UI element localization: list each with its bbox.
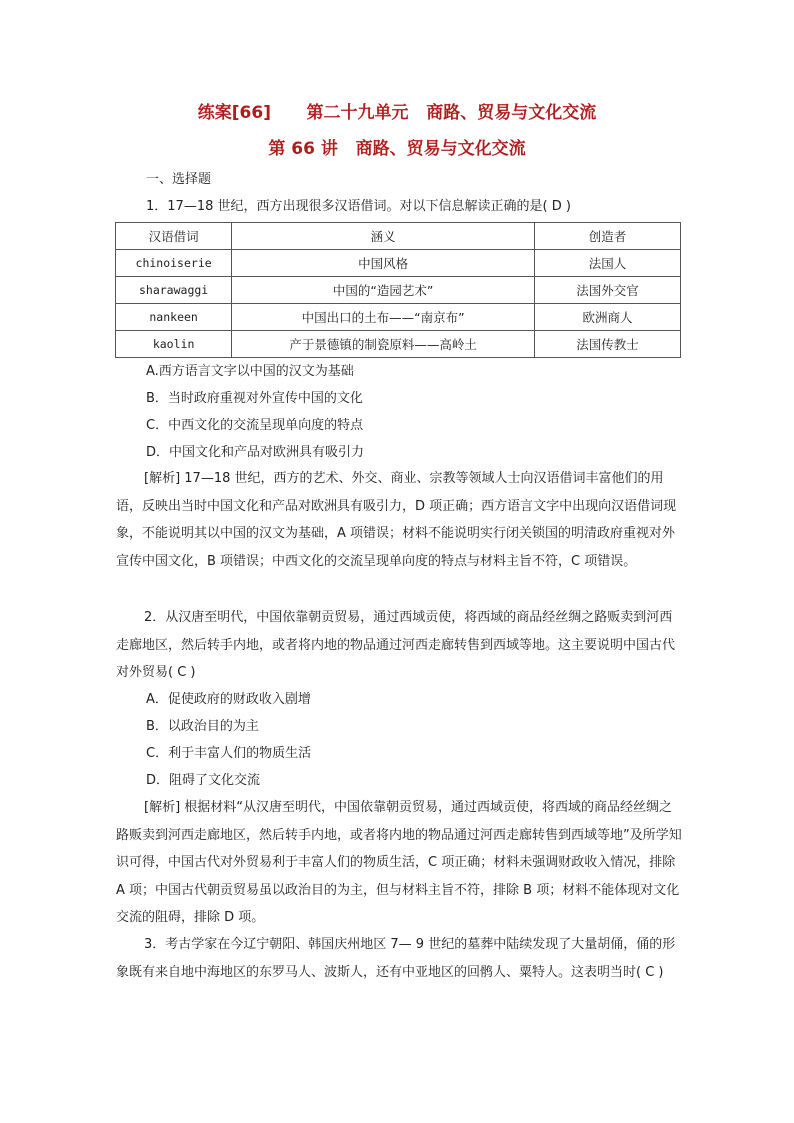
q1-option-d: D．中国文化和产品对欧洲具有吸引力 <box>146 445 365 460</box>
table-cell: 中国的“造园艺术” <box>232 277 535 304</box>
table-cell: sharawaggi <box>116 277 232 304</box>
table-cell: nankeen <box>116 304 232 331</box>
table-header-cell: 创造者 <box>535 223 681 250</box>
q1-option-a: A.西方语言文字以中国的汉文为基础 <box>146 364 354 379</box>
q1-option-b: B．当时政府重视对外宣传中国的文化 <box>146 391 363 406</box>
table-cell: 中国风格 <box>232 250 535 277</box>
q3-stem: 3．考古学家在今辽宁朝阳、韩国庆州地区 7— 9 世纪的墓葬中陆续发现了大量胡俑，俑的形象既有来自地中海地区的东罗马人、波斯人，还有中亚地区的回鹘人、粟特人。这表明当时( C ) <box>116 937 676 980</box>
q1-stem: 1．17—18 世纪，西方出现很多汉语借词。对以下信息解读正确的是( D ) <box>146 199 571 214</box>
q1-analysis: [解析] 17—18 世纪，西方的艺术、外交、商业、宗教等领域人士向汉语借词丰富他们的用语，反映出当时中国文化和产品对欧洲具有吸引力，D 项正确；西方语言文字中出现向汉语借词现象，不能说明其以中国的汉文为基础，A 项错误；材料不能说明实行闭关锁国的明清政府重视对外宣传中国文化，B 项错误；中西文化的交流呈现单向度的特点与材料主旨不符，C 项错误。 <box>116 471 677 569</box>
q2-option-b: B．以政治目的为主 <box>146 719 259 734</box>
table-row <box>116 331 681 358</box>
table-cell: 法国传教士 <box>535 331 681 358</box>
table-row <box>116 304 681 331</box>
q2-option-a: A．促使政府的财政收入剧增 <box>146 692 311 707</box>
table-cell: 欧洲商人 <box>535 304 681 331</box>
q1-option-c: C．中西文化的交流呈现单向度的特点 <box>146 418 364 433</box>
table-cell: kaolin <box>116 331 232 358</box>
q2-analysis: [解析] 根据材料“从汉唐至明代，中国依靠朝贡贸易，通过西域贡使，将西域的商品经丝绸之路贩卖到河西走廊地区，然后转手内地，或者将内地的物品通过河西走廊转售到西域等地”及所学知识可得，中国古代对外贸易利于丰富人们的物质生活，C 项正确；材料未强调财政收入情况，排除 A 项；中国古代朝贡贸易虽以政治目的为主，但与材料主旨不符，排除 B 项；材料不能体现对文化交流的阻碍，排除 D 项。 <box>116 800 682 925</box>
table-header-row <box>116 223 681 250</box>
section-heading: 一、选择题 <box>146 172 212 187</box>
table-row <box>116 277 681 304</box>
header-unit-title: 练案[66] 第二十九单元 商路、贸易与文化交流 <box>197 103 597 123</box>
loanword-table <box>115 222 681 358</box>
table-header-cell: 涵义 <box>232 223 535 250</box>
header-lesson-title: 第 66 讲 商路、贸易与文化交流 <box>268 139 526 159</box>
table-cell: 法国外交官 <box>535 277 681 304</box>
table-cell: chinoiserie <box>116 250 232 277</box>
q2-stem: 2．从汉唐至明代，中国依靠朝贡贸易，通过西域贡使，将西域的商品经丝绸之路贩卖到河西走廊地区，然后转手内地，或者将内地的物品通过河西走廊转售到西域等地。这主要说明中国古代对外贸易( C ) <box>116 610 676 680</box>
table-cell: 中国出口的土布——“南京布” <box>232 304 535 331</box>
table-cell: 法国人 <box>535 250 681 277</box>
q2-option-d: D．阻碍了文化交流 <box>146 773 261 788</box>
table-header-cell: 汉语借词 <box>116 223 232 250</box>
table-row <box>116 250 681 277</box>
q2-option-c: C．利于丰富人们的物质生活 <box>146 746 312 761</box>
table-cell: 产于景德镇的制瓷原料——高岭土 <box>232 331 535 358</box>
